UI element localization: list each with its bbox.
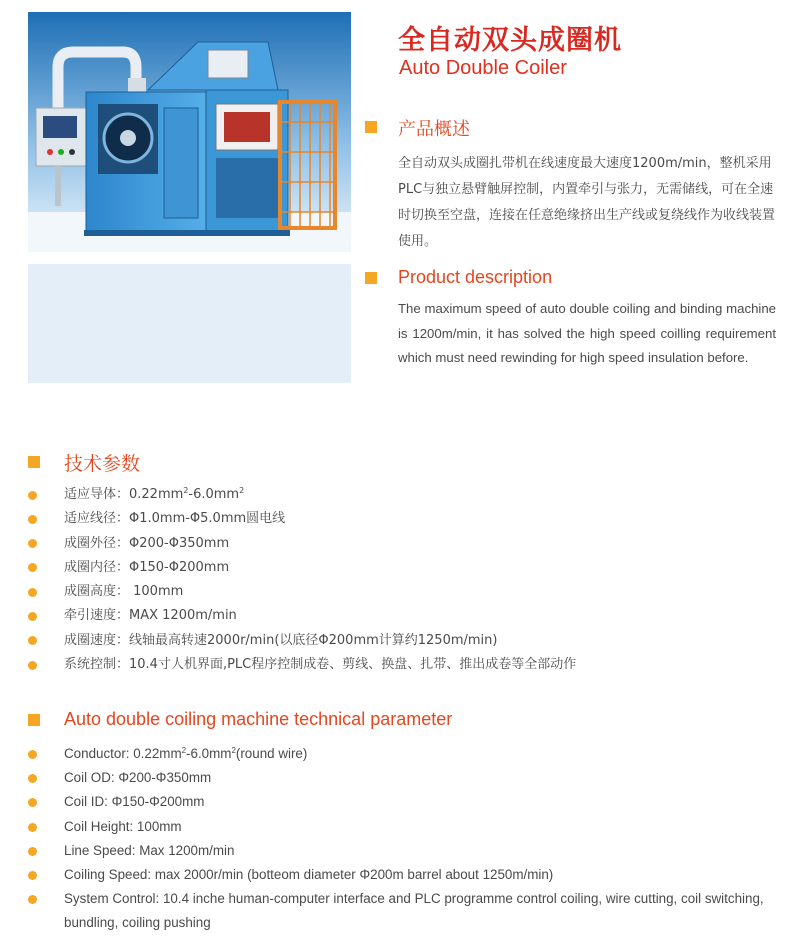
dot-bullet-icon [28,539,37,548]
dot-bullet-icon [28,847,37,856]
section-heading-description: Product description [398,267,553,287]
section-heading-specs-en: Auto double coiling machine technical parameter [64,709,453,729]
list-item: 成圈高度： 100mm [28,580,788,604]
specs-list-cn [28,483,788,677]
dot-bullet-icon [28,491,37,500]
specs-list-en [28,742,788,936]
page-subtitle: Auto Double Coiler [399,57,567,79]
square-bullet-icon [365,121,377,133]
dot-bullet-icon [28,612,37,621]
image-caption-panel [28,264,351,383]
square-bullet-icon [28,456,40,468]
product-photo [28,12,351,252]
list-item: Conductor: $0.22mm^2-6.0mm^2(round$ wire) [28,742,788,766]
list-item: 牵引速度：MAX 1200m/min [28,604,788,628]
overview-paragraph-cn: 全自动双头成圈扎带机在线速度最大速度1200m/min，整机采用PLC与独立悬臂触屏控制，内置牵引与张力，无需储线，可在全速时切换至空盘，连接在任意绝缘挤出生产线或复绕线作为收线装置使用。 [398,156,776,249]
list-item: System Control: 10.4 inche human-computer interface and PLC programme control coiling, wire cutting, coil switching, bundling, coiling pushing [28,887,788,935]
dot-bullet-icon [28,636,37,645]
dot-bullet-icon [28,515,37,524]
list-item: 适应导体：$0.22mm^2-6.0mm^2$ [28,483,788,507]
dot-bullet-icon [28,774,37,783]
dot-bullet-icon [28,823,37,832]
square-bullet-icon [365,272,377,284]
dot-bullet-icon [28,563,37,572]
dot-bullet-icon [28,588,37,597]
list-item: 适应线径：Φ1.0mm-Φ5.0mm圆电线 [28,507,788,531]
list-item: Coiling Speed: max 2000r/min (botteom diameter Φ200m barrel about 1250m/min) [28,863,788,887]
dot-bullet-icon [28,798,37,807]
dot-bullet-icon [28,871,37,880]
list-item: 成圈外径：Φ200-Φ350mm [28,532,788,556]
dot-bullet-icon [28,661,37,670]
list-item: 系统控制：10.4寸人机界面,PLC程序控制成卷、剪线、换盘、扎带、推出成卷等全部动作 [28,653,788,677]
section-heading-overview: 产品概述 [398,119,470,140]
list-item: Coil OD: Φ200-Φ350mm [28,766,788,790]
list-item: Coil Height: 100mm [28,815,788,839]
square-bullet-icon [28,714,40,726]
description-paragraph-en: The maximum speed of auto double coiling and binding machine is 1200m/min, it has solved the high speed coilling requirement which must need rewinding for high speed insulation before. [398,301,776,365]
dot-bullet-icon [28,895,37,904]
list-item: 成圈速度：线轴最高转速2000r/min(以底径Φ200mm计算约1250m/min) [28,629,788,653]
coiler-machine-illustration [28,12,351,252]
list-item: 成圈内径：Φ150-Φ200mm [28,556,788,580]
page-title: 全自动双头成圈机 [398,25,622,56]
list-item: Coil ID: Φ150-Φ200mm [28,790,788,814]
dot-bullet-icon [28,750,37,759]
list-item: Line Speed: Max 1200m/min [28,839,788,863]
section-heading-specs-cn: 技术参数 [64,453,141,475]
